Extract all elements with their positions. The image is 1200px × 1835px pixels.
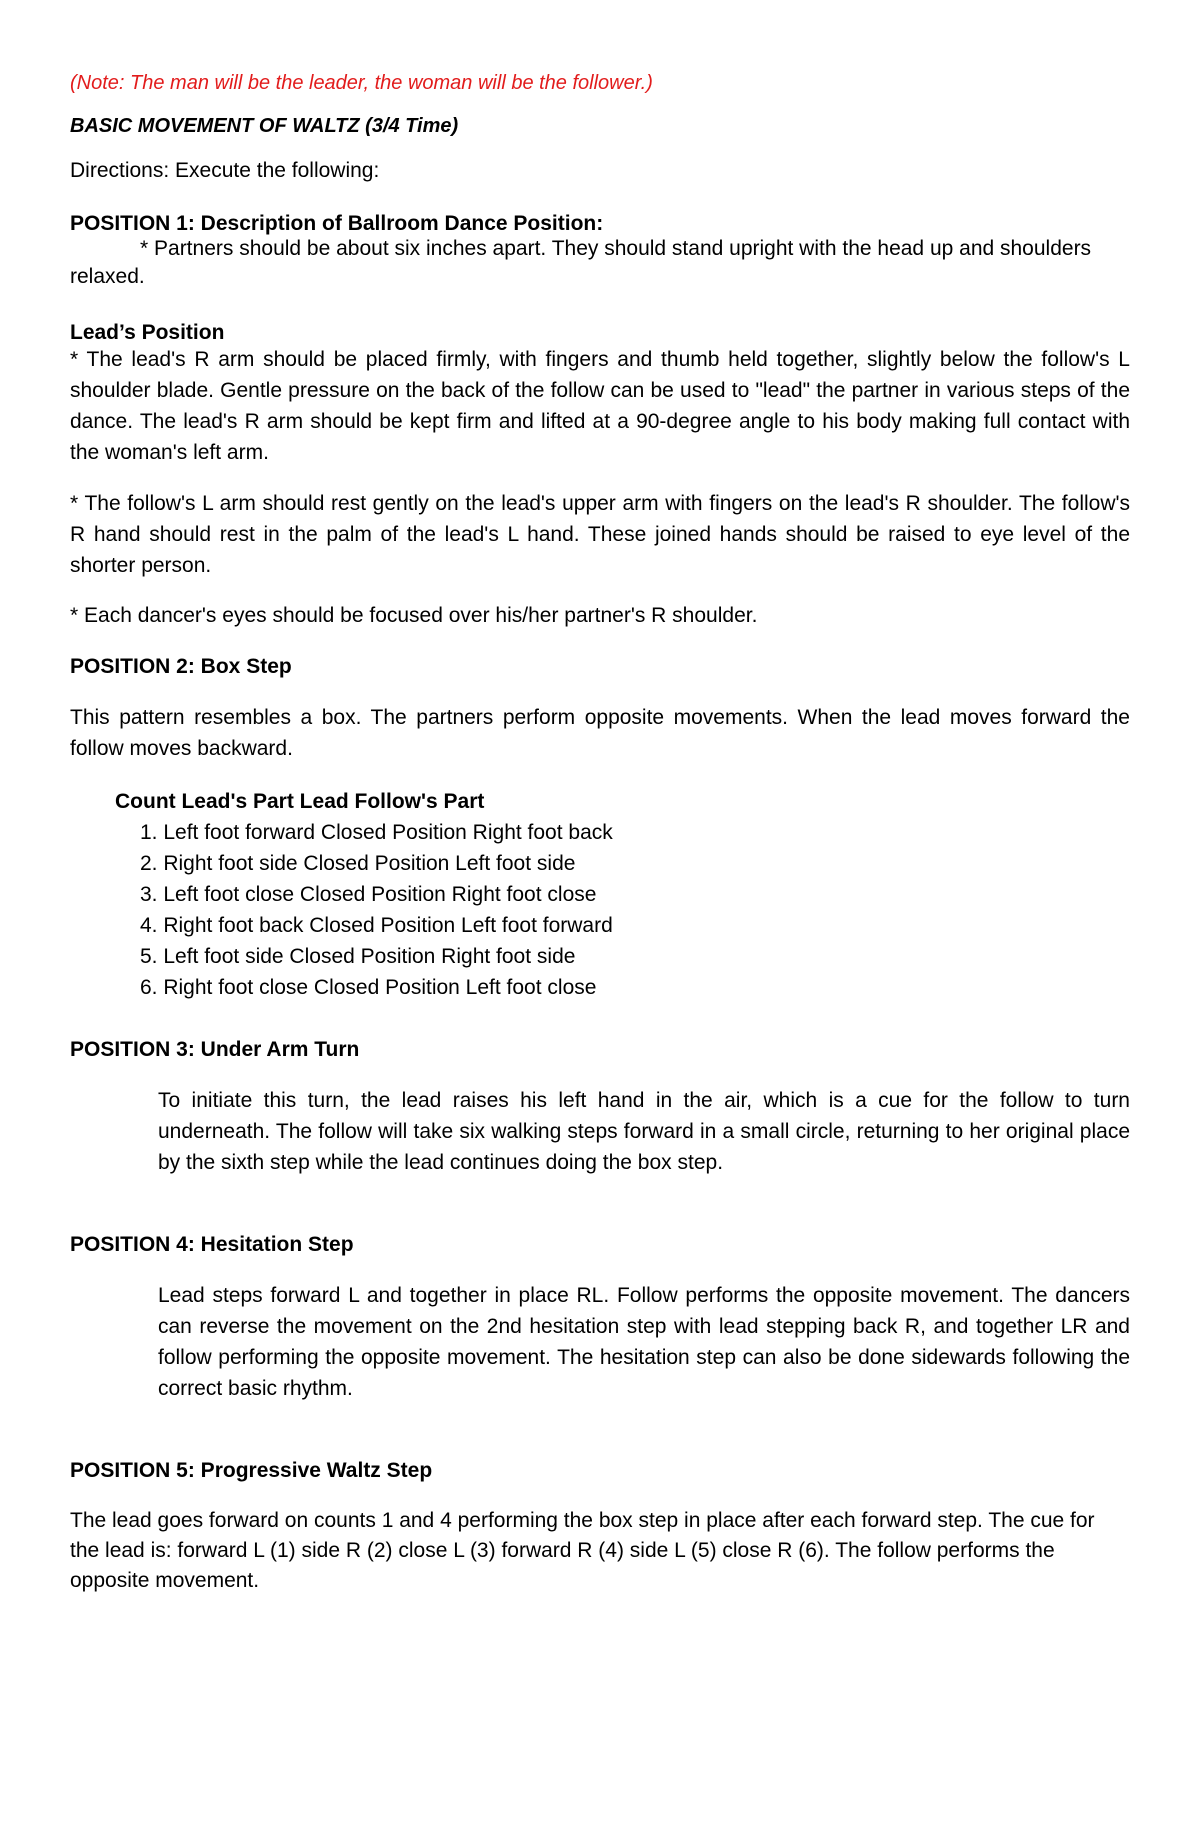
position3-text: To initiate this turn, the lead raises his left hand in the air, which is a cue for the follow to turn underneath. The follow will take six walking steps forward in a small circle, returning to her original place by the sixth step while the lead continues doing the box step. [158,1089,1130,1174]
directions-text: Directions: Execute the following: [70,159,380,182]
position5-heading: POSITION 5: Progressive Waltz Step [70,1459,433,1482]
position4-text: Lead steps forward L and together in place RL. Follow performs the opposite movement. The dancers can reverse the movement on the 2nd hesitation step with lead stepping back R, and together LR and follow performing the opposite movement. The hesitation step can also be done sidewards following the correct basic rhythm. [158,1284,1130,1400]
leads-position-paragraph-2: * The follow's L arm should rest gently on the lead's upper arm with fingers on the lead's R shoulder. The follow's R hand should rest in the palm of the lead's L hand. These joined hands should be raised to eye level of the shorter person. [70,492,1130,577]
position2-text: This pattern resembles a box. The partners perform opposite movements. When the lead moves forward the follow moves backward. [70,706,1130,760]
position5-text: The lead goes forward on counts 1 and 4 performing the box step in place after each forward step. The cue for the lead is: forward L (1) side R (2) close L (3) forward R (4) side L (5) close R (6). The follow performs the opposite movement. [70,1509,1095,1592]
list-item: 3. Left foot close Closed Position Right foot close [140,883,597,906]
document-title: BASIC MOVEMENT OF WALTZ (3/4 Time) [70,115,459,137]
position4-heading: POSITION 4: Hesitation Step [70,1233,354,1256]
position3-heading: POSITION 3: Under Arm Turn [70,1038,360,1061]
position1-text: * Partners should be about six inches apart. They should stand upright with the head up and shoulders relaxed. [70,237,1092,288]
position1-heading: POSITION 1: Description of Ballroom Dance Position: [70,212,604,235]
leads-position-paragraph-3: * Each dancer's eyes should be focused over his/her partner's R shoulder. [70,604,758,627]
list-item: 2. Right foot side Closed Position Left foot side [140,852,576,875]
leads-position-heading: Lead’s Position [70,321,225,344]
leads-position-paragraph-1: * The lead's R arm should be placed firmly, with fingers and thumb held together, slightly below the follow's L shoulder blade. Gentle pressure on the back of the follow can be used to "lead" the partner in various steps of the dance. The lead's R arm should be kept firm and lifted at a 90-degree angle to his body making full contact with the woman's left arm. [70,348,1130,464]
list-item: 4. Right foot back Closed Position Left foot forward [140,914,613,937]
list-item: 5. Left foot side Closed Position Right foot side [140,945,576,968]
list-item: 6. Right foot close Closed Position Left foot close [140,976,597,999]
position2-heading: POSITION 2: Box Step [70,655,292,678]
count-table-header: Count Lead's Part Lead Follow's Part [115,790,485,813]
note-text: (Note: The man will be the leader, the woman will be the follower.) [70,72,653,94]
box-step-list [140,817,613,1003]
list-item: 1. Left foot forward Closed Position Right foot back [140,821,613,844]
